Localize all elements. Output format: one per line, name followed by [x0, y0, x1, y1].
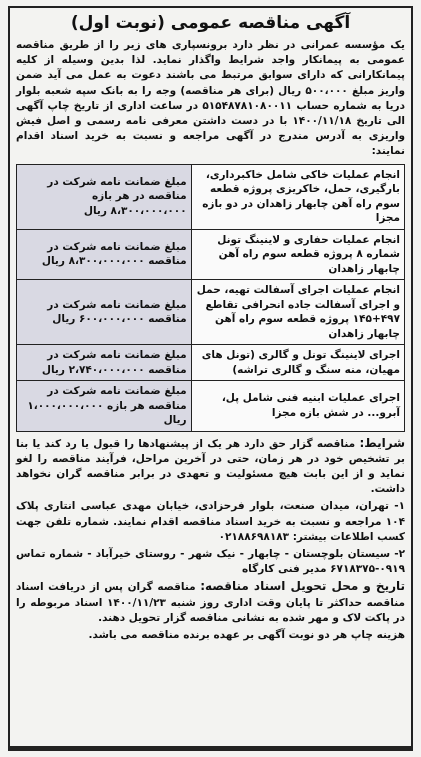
project-description: انجام عملیات حفاری و لاینینگ تونل شماره ۸ پروژه قطعه سوم راه آهن چابهار زاهدان [191, 229, 404, 280]
conditions-text: مناقصه گزار حق دارد هر یک از پیشنهادها را قبول یا رد کند یا بنا بر تشخیص خود در هر زمان، حتی در آخرین مراحل، فرآیند مناقصه را لغو نماید و از این بابت هیچ مسئولیت و تعهدی در برابر مناقصه گران نخواهد داشت. [16, 437, 405, 496]
delivery-label: تاریخ و محل تحویل اسناد مناقصه: [200, 579, 405, 594]
notice-frame [8, 6, 413, 751]
project-description: انجام عملیات خاکی شامل خاکبرداری، بارگیری، حمل، خاکریزی پروژه قطعه سوم راه آهن چابهار زاهدان در دو بازه مجزا [191, 164, 404, 229]
table-row [17, 345, 405, 381]
address-tehran: ۱- تهران، میدان صنعت، بلوار فرحزادی، خیابان مهدی عباسی انتاری پلاک ۱۰۴ مراجعه و نسبت به خرید اسناد مناقصه اقدام نمایند. شماره تلفن جهت کسب اطلاعات بیشتر: ۰۲۱۸۸۶۹۸۱۸۳ [16, 500, 405, 543]
table-row [17, 164, 405, 229]
table-row [17, 381, 405, 432]
conditions-label: شرایط: [359, 435, 406, 450]
project-description: انجام عملیات اجرای آسفالت تهیه، حمل و اجرای آسفالت جاده انحرافی تقاطع ۴۹۷+۱۴۵ پروژه قطعه سوم راه آهن چابهار زاهدان [191, 280, 404, 345]
notice-title: آگهی مناقصه عمومی (نوبت اول) [70, 13, 351, 33]
bond-amount: مبلغ ضمانت نامه شرکت در مناقصه هر بازه ۱،۰۰۰،۰۰۰،۰۰۰ ریال [17, 381, 192, 432]
bond-amount: مبلغ ضمانت نامه شرکت در مناقصه ۲،۷۴۰،۰۰۰،۰۰۰ ریال [17, 345, 192, 381]
bond-amount: مبلغ ضمانت نامه شرکت در مناقصه ۶۰۰،۰۰۰،۰۰۰ ریال [17, 280, 192, 345]
delivery-text: مناقصه گران پس از دریافت اسناد مناقصه حداکثر تا پایان وقت اداری روز شنبه ۱۴۰۰/۱۱/۲۳ اسناد مربوطه را در پاکت لاک و مهر شده به نشانی مناقصه گزار تحویل دهند. [16, 581, 405, 624]
project-description: اجرای عملیات ابنیه فنی شامل پل، آبرو... در شش بازه مجزا [191, 381, 404, 432]
bond-amount: مبلغ ضمانت نامه شرکت در مناقصه ۸،۳۰۰،۰۰۰،۰۰۰ ریال [17, 229, 192, 280]
footer-note: هزینه چاپ هر دو نوبت آگهی بر عهده برنده مناقصه می باشد. [88, 629, 405, 642]
conditions-paragraph [16, 436, 405, 498]
bond-amount: مبلغ ضمانت نامه شرکت در مناقصه در هر بازه ۸،۳۰۰،۰۰۰،۰۰۰ ریال [17, 164, 192, 229]
intro-paragraph: یک مؤسسه عمرانی در نظر دارد برونسپاری های زیر را از طریق مناقصه عمومی به پیمانکار واجد شرایط واگذار نماید. لذا بدین وسیله از کلیه پیمانکارانی که دارای سوابق مرتبط می باشند دعوت به عمل می آید ضمن واریز مبلغ ۵۰۰،۰۰۰ ریال (برای هر مناقصه) وجه را به بانک سپه شعبه بلوار دریا به شماره حساب ۵۱۵۴۸۷۸۱۰۸۰۰۱۱ در ساعت اداری از تاریخ چاپ آگهی الی تاریخ ۱۴۰۰/۱۱/۱۸ با در دست داشتن معرفی نامه رسمی و اصل فیش واریزی به آدرس مندرج در آگهی مراجعه و نسبت به خرید اسناد اقدام نمایند: [16, 39, 406, 158]
table-row [17, 229, 405, 280]
delivery-paragraph [16, 579, 405, 626]
address-sistan: ۲- سیستان بلوچستان - چابهار - نیک شهر - روستای خیرآباد - شماره تماس ۰۹۱۹-۶۷۱۸۳۷۵ مدیر فنی کارگاه [16, 548, 405, 576]
bottom-divider [10, 746, 411, 749]
project-description: اجرای لاینینگ تونل و گالری (تونل های مهیان، منه سنگ و گالری تراشه) [191, 345, 404, 381]
table-row [17, 280, 405, 345]
tender-items-table [16, 164, 405, 432]
